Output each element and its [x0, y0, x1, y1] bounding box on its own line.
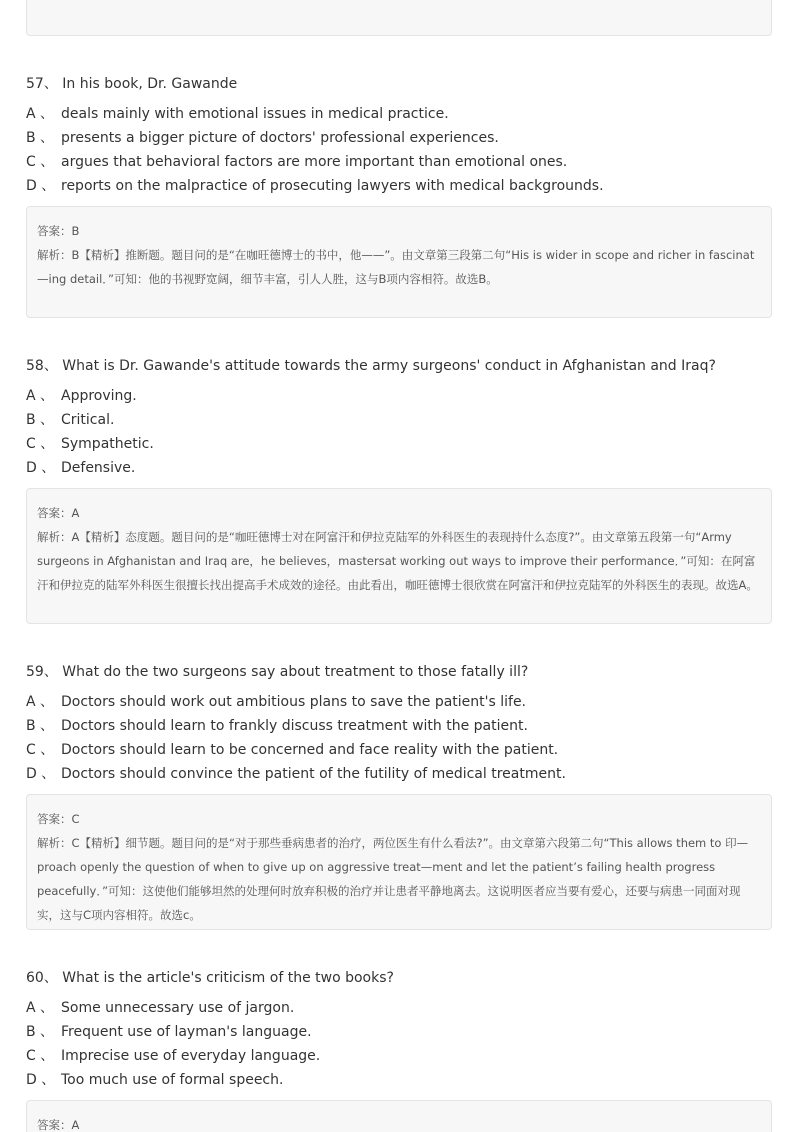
- answer-box-60: [26, 1100, 772, 1132]
- option-text: Too much use of formal speech.: [61, 1072, 284, 1088]
- option-letter: B 、: [26, 1024, 55, 1040]
- option-letter: C 、: [26, 742, 55, 758]
- option-d: [26, 764, 776, 788]
- option-letter: C 、: [26, 1048, 55, 1064]
- option-text: presents a bigger picture of doctors' professional experiences.: [61, 130, 499, 146]
- answer-value: C: [71, 812, 80, 826]
- answer-box-59: [26, 794, 772, 930]
- option-letter: C 、: [26, 436, 55, 452]
- option-text: Doctors should learn to frankly discuss treatment with the patient.: [61, 718, 528, 734]
- question-number: 59、: [26, 664, 58, 680]
- option-b: [26, 1022, 776, 1046]
- question-title: [26, 662, 776, 682]
- option-b: [26, 716, 776, 740]
- option-letter: A 、: [26, 694, 55, 710]
- option-d: [26, 458, 776, 482]
- option-text: Doctors should work out ambitious plans to save the patient's life.: [61, 694, 527, 710]
- option-text: Frequent use of layman's language.: [61, 1024, 312, 1040]
- option-letter: A 、: [26, 106, 55, 122]
- option-text: Sympathetic.: [61, 436, 154, 452]
- option-d: [26, 176, 776, 200]
- option-letter: B 、: [26, 412, 55, 428]
- option-letter: A 、: [26, 388, 55, 404]
- option-text: Critical.: [61, 412, 115, 428]
- answer-value: B: [71, 224, 80, 238]
- option-b: [26, 410, 776, 434]
- answer-line: [37, 1113, 761, 1132]
- option-d: [26, 1070, 776, 1094]
- option-letter: B 、: [26, 718, 55, 734]
- option-letter: D 、: [26, 1072, 56, 1088]
- option-text: Imprecise use of everyday language.: [61, 1048, 321, 1064]
- question-59: [26, 662, 776, 788]
- option-text: Doctors should learn to be concerned and face reality with the patient.: [61, 742, 559, 758]
- answer-line: [37, 807, 761, 831]
- option-c: [26, 434, 776, 458]
- question-58: [26, 356, 776, 482]
- question-title: [26, 74, 776, 94]
- question-number: 57、: [26, 76, 58, 92]
- answer-value: A: [71, 506, 80, 520]
- answer-label: 答案：: [37, 506, 72, 520]
- question-text: What is Dr. Gawande's attitude towards the army surgeons' conduct in Afghanistan and Iraq?: [62, 358, 716, 374]
- option-text: Doctors should convince the patient of the futility of medical treatment.: [61, 766, 566, 782]
- option-a: [26, 104, 776, 128]
- answer-label: 答案：: [37, 1118, 72, 1132]
- analysis-text: 解析：B【精析】推断题。题目问的是“在咖旺德博士的书中，他——”。由文章第三段第二句“His is wider in scope and richer in fascinat—ing detail．”可知：他的书视野宽阔，细节丰富，引人人胜，这与B项内容相符。故选B。: [37, 248, 755, 286]
- option-text: reports on the malpractice of prosecuting lawyers with medical backgrounds.: [61, 178, 604, 194]
- question-number: 58、: [26, 358, 58, 374]
- question-text: What do the two surgeons say about treatment to those fatally ill?: [62, 664, 529, 680]
- option-c: [26, 1046, 776, 1070]
- option-letter: D 、: [26, 178, 56, 194]
- option-text: argues that behavioral factors are more important than emotional ones.: [61, 154, 568, 170]
- answer-value: A: [71, 1118, 80, 1132]
- answer-label: 答案：: [37, 224, 72, 238]
- answer-box-58: [26, 488, 772, 624]
- question-title: [26, 356, 776, 376]
- option-text: Approving.: [61, 388, 137, 404]
- question-title: [26, 968, 776, 988]
- option-c: [26, 152, 776, 176]
- option-letter: C 、: [26, 154, 55, 170]
- question-text: What is the article's criticism of the two books?: [62, 970, 394, 986]
- option-letter: A 、: [26, 1000, 55, 1016]
- option-letter: D 、: [26, 766, 56, 782]
- option-a: [26, 386, 776, 410]
- answer-line: [37, 219, 761, 243]
- question-60: [26, 968, 776, 1094]
- question-text: In his book, Dr. Gawande: [62, 76, 238, 92]
- option-letter: D 、: [26, 460, 56, 476]
- question-57: [26, 74, 776, 200]
- analysis-text: 解析：A【精析】态度题。题目问的是“咖旺德博士对在阿富汗和伊拉克陆军的外科医生的表现持什么态度?”。由文章第五段第一句“Army surgeons in Afghanistan and Iraq are，he believes，mastersat working out ways to improve their performance．”可知：在阿富汗和伊拉克的陆军外科医生很擅长找出提高手术成效的途径。由此看出，咖旺德博士很欣赏在阿富汗和伊拉克陆军的外科医生的表现。故选A。: [37, 530, 758, 592]
- option-a: [26, 692, 776, 716]
- option-a: [26, 998, 776, 1022]
- option-text: Some unnecessary use of jargon.: [61, 1000, 295, 1016]
- answer-line: [37, 501, 761, 525]
- answer-label: 答案：: [37, 812, 72, 826]
- answer-box-57: [26, 206, 772, 318]
- option-text: Defensive.: [61, 460, 136, 476]
- option-c: [26, 740, 776, 764]
- option-b: [26, 128, 776, 152]
- analysis-text: 解析：C【精析】细节题。题目问的是“对于那些垂病患者的治疗，两位医生有什么看法?”。由文章第六段第二句“This allows them to 印—proach openly the question of when to give up on aggressive treat—ment and let the patient’s failing health progress peacefully．”可知：这使他们能够坦然的处理何时放弃积极的治疗并让患者平静地离去。这说明医者应当要有爱心，还要与病患一同面对现实，这与C项内容相符。故选c。: [37, 836, 749, 922]
- option-letter: B 、: [26, 130, 55, 146]
- option-text: deals mainly with emotional issues in medical practice.: [61, 106, 449, 122]
- question-number: 60、: [26, 970, 58, 986]
- previous-answer-box: [26, 0, 772, 36]
